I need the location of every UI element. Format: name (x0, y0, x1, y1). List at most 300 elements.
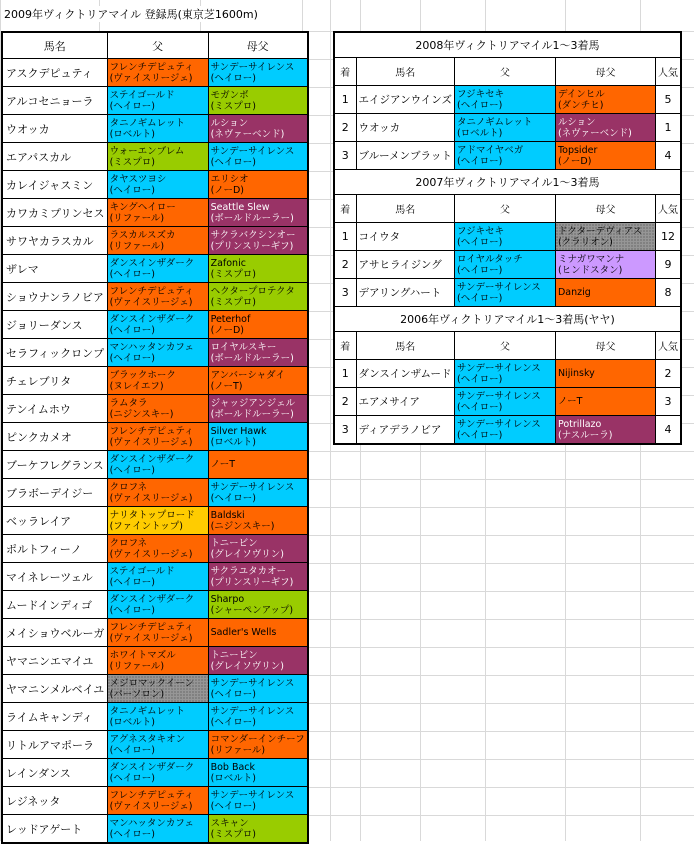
results-row (334, 223, 681, 251)
lineage-line: (ヘイロー) (456, 99, 503, 111)
lineage-line: (ヘイロー) (456, 401, 503, 413)
sire-cell (107, 451, 208, 479)
lineage-line: (ヘイロー) (109, 744, 155, 756)
sire-cell (454, 142, 555, 170)
horse-name-line: Silver Hawk (210, 425, 267, 437)
horse-name-cell: ライムキャンディ (2, 703, 107, 731)
dam-sire-cell (555, 142, 655, 170)
table-row (2, 367, 308, 395)
dam-sire-cell (208, 675, 308, 703)
dam-sire-cell (208, 115, 308, 143)
table-header-row (2, 32, 308, 59)
horse-name-cell: アスクデピュティ (2, 59, 107, 87)
dam-sire-cell (208, 591, 308, 619)
horse-name-line: サンデーサイレンス (210, 145, 295, 157)
results-row (334, 251, 681, 279)
lineage-line: (ヴァイスリージェ) (109, 548, 193, 560)
horse-name-line: Nijinsky (557, 368, 595, 379)
horse-name-line: フレンチデピュティ (109, 61, 194, 73)
sire-cell (454, 86, 555, 114)
horse-name-cell: ウオッカ (356, 114, 454, 142)
lineage-line: (ヘイロー) (456, 155, 503, 167)
past-results-table (333, 31, 682, 445)
horse-name-line: ジャッジアンジェル (210, 397, 296, 409)
horse-name-line: Seattle Slew (210, 201, 270, 213)
horse-name-cell: ヤマニンエマイユ (2, 647, 107, 675)
horse-name-line: ヘクタープロテクタ (210, 285, 295, 297)
table-row (2, 311, 308, 339)
horse-name-line: フレンチデピュティ (109, 789, 194, 801)
dam-sire-cell (208, 507, 308, 535)
horse-name-cell: ブラボーデイジー (2, 479, 107, 507)
lineage-line: (ネヴァーベンド) (210, 128, 285, 140)
popularity-cell: 12 (655, 223, 681, 251)
dam-sire-cell (208, 563, 308, 591)
horse-name-cell: ムードインディゴ (2, 591, 107, 619)
horse-name-line: サンデーサイレンス (210, 677, 295, 689)
table-row (2, 815, 308, 844)
page-title: 2009年ヴィクトリアマイル 登録馬(東京芝1600m) (4, 8, 258, 21)
dam-sire-cell (208, 731, 308, 759)
lineage-line: (ヴァイスリージェ) (109, 632, 193, 644)
horse-name-cell: ブルーメンブラット (356, 142, 454, 170)
results-section-title: 2006年ヴィクトリアマイル1～3着馬(ヤヤ) (334, 307, 681, 332)
horse-name-cell: カレイジャスミン (2, 171, 107, 199)
header-horse-name: 馬名 (356, 195, 454, 223)
horse-name-cell: レッドアゲート (2, 815, 107, 844)
table-row (2, 395, 308, 423)
horse-name-line: トニービン (210, 537, 258, 549)
table-row (2, 507, 308, 535)
results-row (334, 360, 681, 388)
horse-name-line: ルション (557, 116, 596, 128)
horse-name-cell: ショウナンラノビア (2, 283, 107, 311)
horse-name-line: ルション (210, 117, 249, 129)
lineage-line: (ヘイロー) (456, 236, 503, 248)
sire-cell (107, 787, 208, 815)
lineage-line: (ロベルト) (109, 128, 155, 140)
lineage-line: (プリンスリーギフ) (210, 240, 294, 252)
horse-name-line: タニノギムレット (456, 116, 533, 128)
horse-name-line: Sharpo (210, 593, 245, 605)
horse-name-line: モガンボ (210, 89, 249, 101)
dam-sire-cell (208, 59, 308, 87)
horse-name-line: ダンスインザダーク (109, 761, 195, 773)
horse-name-line: アグネスタキオン (109, 733, 186, 745)
horse-name-line: サンデーサイレンス (210, 481, 295, 493)
horse-name-line: サンデーサイレンス (210, 789, 295, 801)
popularity-cell: 9 (655, 251, 681, 279)
lineage-line: (ヘイロー) (210, 800, 256, 812)
horse-name-cell: ダンスインザムード (356, 360, 454, 388)
lineage-line: (ヘイロー) (109, 324, 155, 336)
horse-name-line: Sadler's Wells (210, 627, 277, 638)
horse-name-line: メジロマックイーン (109, 677, 195, 689)
sire-cell (107, 731, 208, 759)
lineage-line: (ボールドルーラー) (210, 212, 294, 224)
table-row (2, 451, 308, 479)
results-row (334, 142, 681, 170)
sire-cell (107, 675, 208, 703)
horse-name-line: Topsider (557, 144, 598, 156)
results-section-title: 2007年ヴィクトリアマイル1～3着馬 (334, 170, 681, 195)
lineage-line: (ヘイロー) (109, 100, 155, 112)
horse-name-cell: ジョリーダンス (2, 311, 107, 339)
lineage-line: (ヘイロー) (109, 268, 155, 280)
sire-cell (107, 199, 208, 227)
horse-name-line: フジキセキ (456, 225, 505, 237)
lineage-line: (リファール) (210, 744, 266, 756)
dam-sire-cell (208, 339, 308, 367)
place-cell: 3 (334, 142, 356, 170)
lineage-line: (ボールドルーラー) (210, 408, 294, 420)
horse-name-line: サクラユタカオー (210, 565, 287, 577)
horse-name-line: マンハッタンカフェ (109, 817, 194, 829)
lineage-line: (ダンチヒ) (557, 99, 604, 111)
horse-name-line: ノーT (557, 396, 583, 407)
sire-cell (107, 423, 208, 451)
dam-sire-cell (555, 388, 655, 416)
horse-name-cell: レインダンス (2, 759, 107, 787)
horse-name-cell: ブーケフレグランス (2, 451, 107, 479)
table-row (2, 563, 308, 591)
lineage-line: (リファール) (109, 660, 165, 672)
horse-name-line: ホワイトマズル (109, 649, 176, 661)
lineage-line: (ロベルト) (210, 436, 256, 448)
sire-cell (454, 416, 555, 445)
lineage-line: (クラリオン) (557, 236, 613, 248)
horse-name-cell: セラフィックロンプ (2, 339, 107, 367)
horse-name-cell: リトルアマポーラ (2, 731, 107, 759)
lineage-line: (ロベルト) (456, 127, 503, 139)
header-dam-sire: 母父 (555, 58, 655, 86)
header-sire: 父 (107, 32, 208, 59)
dam-sire-cell (208, 171, 308, 199)
dam-sire-cell (555, 86, 655, 114)
results-row (334, 86, 681, 114)
horse-name-cell: レジネッタ (2, 787, 107, 815)
horse-name-line: Bob Back (210, 761, 256, 773)
horse-name-line: ラムタラ (109, 397, 148, 409)
sire-cell (107, 59, 208, 87)
lineage-line: (ヘイロー) (109, 604, 155, 616)
header-popularity: 人気 (655, 332, 681, 360)
header-sire: 父 (454, 58, 555, 86)
dam-sire-cell (555, 114, 655, 142)
table-row (2, 87, 308, 115)
horse-name-cell: エアパスカル (2, 143, 107, 171)
sire-cell (107, 479, 208, 507)
table-row (2, 675, 308, 703)
popularity-cell: 4 (655, 142, 681, 170)
horse-name-line: エリシオ (210, 173, 249, 185)
sire-cell (107, 339, 208, 367)
horse-name-cell: テンイムホウ (2, 395, 107, 423)
horse-name-line: ナリタトップロード (109, 509, 195, 521)
lineage-line: (ヘイロー) (456, 292, 503, 304)
dam-sire-cell (208, 787, 308, 815)
lineage-line: (ヘイロー) (109, 184, 155, 196)
horse-name-line: サンデーサイレンス (456, 281, 541, 293)
sire-cell (454, 360, 555, 388)
horse-name-line: サンデーサイレンス (456, 362, 541, 374)
sire-cell (107, 143, 208, 171)
lineage-line: (ノーD) (210, 324, 245, 336)
horse-name-line: デインヒル (557, 88, 605, 100)
sire-cell (107, 703, 208, 731)
sire-cell (454, 114, 555, 142)
table-row (2, 423, 308, 451)
sire-cell (107, 87, 208, 115)
dam-sire-cell (555, 360, 655, 388)
horse-name-line: Baldski (210, 509, 245, 521)
header-popularity: 人気 (655, 195, 681, 223)
table-row (2, 339, 308, 367)
sire-cell (107, 535, 208, 563)
results-section-title-row (334, 307, 681, 332)
dam-sire-cell (208, 255, 308, 283)
sire-cell (107, 311, 208, 339)
horse-name-cell: チェレブリタ (2, 367, 107, 395)
table-row (2, 59, 308, 87)
sire-cell (107, 255, 208, 283)
horse-name-line: クロフネ (109, 481, 148, 493)
table-row (2, 199, 308, 227)
dam-sire-cell (208, 143, 308, 171)
table-row (2, 759, 308, 787)
lineage-line: (ヘイロー) (109, 828, 155, 840)
place-cell: 2 (334, 114, 356, 142)
table-row (2, 619, 308, 647)
lineage-line: (ヘイロー) (456, 429, 503, 441)
table-row (2, 255, 308, 283)
dam-sire-cell (208, 759, 308, 787)
lineage-line: (ヘイロー) (210, 492, 256, 504)
header-dam-sire: 母父 (555, 332, 655, 360)
horse-name-cell: マイネレーツェル (2, 563, 107, 591)
sire-cell (107, 171, 208, 199)
results-row (334, 114, 681, 142)
sire-cell (107, 367, 208, 395)
horse-name-line: ラスカルスズカ (109, 229, 176, 241)
dam-sire-cell (555, 416, 655, 445)
header-horse-name: 馬名 (2, 32, 107, 59)
lineage-line: (ミスプロ) (210, 296, 256, 308)
dam-sire-cell (208, 311, 308, 339)
horse-name-line: Danzig (557, 287, 591, 298)
lineage-line: (ファイントップ) (109, 520, 184, 532)
lineage-line: (ヘイロー) (210, 716, 256, 728)
horse-name-line: アンバーシャダイ (210, 369, 285, 381)
horse-name-line: サンデーサイレンス (210, 61, 295, 73)
lineage-line: (ロベルト) (109, 716, 155, 728)
dam-sire-cell (208, 703, 308, 731)
lineage-line: (ヌレイエフ) (109, 380, 164, 392)
horse-name-line: アドマイヤベガ (456, 144, 524, 156)
lineage-line: (ロベルト) (210, 772, 256, 784)
lineage-line: (ヴァイスリージェ) (109, 72, 193, 84)
horse-name-cell: アルコセニョーラ (2, 87, 107, 115)
sire-cell (107, 815, 208, 844)
place-cell: 1 (334, 86, 356, 114)
dam-sire-cell (208, 367, 308, 395)
horse-name-cell: ピンクカメオ (2, 423, 107, 451)
dam-sire-cell (208, 815, 308, 844)
dam-sire-cell (208, 423, 308, 451)
popularity-cell: 1 (655, 114, 681, 142)
table-row (2, 591, 308, 619)
lineage-line: (ニジンスキー) (109, 408, 174, 420)
sire-cell (454, 223, 555, 251)
results-header-row (334, 195, 681, 223)
horse-name-line: ミナガワマンナ (557, 253, 625, 265)
dam-sire-cell (208, 283, 308, 311)
horse-name-line: ステイゴールド (109, 565, 175, 577)
popularity-cell: 8 (655, 279, 681, 307)
table-row (2, 787, 308, 815)
sire-cell (107, 227, 208, 255)
horse-name-line: タヤスツヨシ (109, 173, 167, 185)
results-row (334, 279, 681, 307)
horse-name-cell: ヤマニンメルベイユ (2, 675, 107, 703)
sire-cell (107, 591, 208, 619)
horse-name-cell: ベッラレイア (2, 507, 107, 535)
lineage-line: (ヴァイスリージェ) (109, 296, 193, 308)
lineage-line: (リファール) (109, 240, 165, 252)
dam-sire-cell (208, 395, 308, 423)
dam-sire-cell (555, 279, 655, 307)
horse-name-line: クロフネ (109, 537, 148, 549)
place-cell: 1 (334, 223, 356, 251)
sire-cell (107, 647, 208, 675)
horse-name-line: コマンダーインチーフ (210, 733, 305, 745)
horse-name-line: タニノギムレット (109, 705, 185, 717)
place-cell: 1 (334, 360, 356, 388)
lineage-line: (ミスプロ) (210, 100, 256, 112)
horse-name-cell: ディアデラノビア (356, 416, 454, 445)
horse-name-line: ノーT (210, 459, 236, 470)
popularity-cell: 4 (655, 416, 681, 445)
horse-name-line: トニービン (210, 649, 258, 661)
horse-name-line: フレンチデピュティ (109, 425, 194, 437)
header-dam-sire: 母父 (555, 195, 655, 223)
table-row (2, 647, 308, 675)
lineage-line: (ニジンスキー) (210, 520, 275, 532)
horse-name-cell: ザレマ (2, 255, 107, 283)
dam-sire-cell (555, 251, 655, 279)
sire-cell (107, 283, 208, 311)
sire-cell (107, 395, 208, 423)
sire-cell (107, 619, 208, 647)
horse-name-line: ダンスインザダーク (109, 593, 195, 605)
header-dam-sire: 母父 (208, 32, 308, 59)
lineage-line: (ヒンドスタン) (557, 264, 623, 276)
horse-name-line: ダンスインザダーク (109, 453, 195, 465)
header-popularity: 人気 (655, 58, 681, 86)
horse-name-cell: カワカミプリンセス (2, 199, 107, 227)
horse-name-line: サンデーサイレンス (456, 418, 541, 430)
lineage-line: (ヘイロー) (109, 576, 155, 588)
results-section-title-row (334, 170, 681, 195)
header-horse-name: 馬名 (356, 332, 454, 360)
popularity-cell: 3 (655, 388, 681, 416)
dam-sire-cell (208, 647, 308, 675)
lineage-line: (ネヴァーベンド) (557, 127, 632, 139)
lineage-line: (ヘイロー) (210, 688, 256, 700)
header-place: 着 (334, 332, 356, 360)
horse-name-cell: コイウタ (356, 223, 454, 251)
horse-name-cell: ウオッカ (2, 115, 107, 143)
popularity-cell: 2 (655, 360, 681, 388)
place-cell: 3 (334, 279, 356, 307)
sire-cell (454, 388, 555, 416)
horse-name-line: ダンスインザダーク (109, 257, 195, 269)
horse-name-line: キングヘイロー (109, 201, 176, 213)
horse-name-line: ドクターデヴィアス (557, 225, 643, 237)
horse-name-line: ブラックホーク (109, 369, 176, 381)
horse-name-cell: エアメサイア (356, 388, 454, 416)
lineage-line: (ノーD) (210, 184, 245, 196)
lineage-line: (ヘイロー) (210, 72, 256, 84)
lineage-line: (パーソロン) (109, 688, 165, 700)
sire-cell (454, 251, 555, 279)
horse-name-line: サクラバクシンオー (210, 229, 296, 241)
lineage-line: (ミスプロ) (210, 268, 256, 280)
horse-name-cell: メイショウベルーガ (2, 619, 107, 647)
horse-name-line: フレンチデピュティ (109, 621, 194, 633)
horse-name-line: ウォーエンブレム (109, 145, 185, 157)
lineage-line: (グレイソヴリン) (210, 548, 285, 560)
lineage-line: (ヘイロー) (456, 373, 503, 385)
horse-name-line: Zafonic (210, 257, 246, 269)
place-cell: 2 (334, 388, 356, 416)
lineage-line: (ヘイロー) (109, 772, 155, 784)
horse-name-line: ダンスインザダーク (109, 313, 195, 325)
registered-horses-table (1, 31, 309, 844)
lineage-line: (リファール) (109, 212, 165, 224)
lineage-line: (プリンスリーギフ) (210, 576, 294, 588)
popularity-cell: 5 (655, 86, 681, 114)
horse-name-line: フレンチデピュティ (109, 285, 194, 297)
dam-sire-cell (208, 199, 308, 227)
table-row (2, 479, 308, 507)
header-place: 着 (334, 195, 356, 223)
horse-name-line: マンハッタンカフェ (109, 341, 194, 353)
horse-name-line: ロイヤルタッチ (456, 253, 523, 265)
header-sire: 父 (454, 332, 555, 360)
table-row (2, 283, 308, 311)
horse-name-line: サンデーサイレンス (456, 390, 541, 402)
lineage-line: (ノーD) (557, 155, 592, 167)
place-cell: 2 (334, 251, 356, 279)
lineage-line: (ボールドルーラー) (210, 352, 294, 364)
results-header-row (334, 58, 681, 86)
lineage-line: (ヘイロー) (109, 464, 155, 476)
horse-name-line: スキャン (210, 817, 249, 829)
sire-cell (107, 115, 208, 143)
table-row (2, 115, 308, 143)
header-place: 着 (334, 58, 356, 86)
dam-sire-cell (208, 451, 308, 479)
horse-name-cell: エイジアンウインズ (356, 86, 454, 114)
horse-name-line: サンデーサイレンス (210, 705, 295, 717)
dam-sire-cell (208, 227, 308, 255)
lineage-line: (ヴァイスリージェ) (109, 492, 193, 504)
horse-name-line: フジキセキ (456, 88, 505, 100)
lineage-line: (シャーペンアップ) (210, 604, 294, 616)
dam-sire-cell (208, 619, 308, 647)
sire-cell (107, 507, 208, 535)
